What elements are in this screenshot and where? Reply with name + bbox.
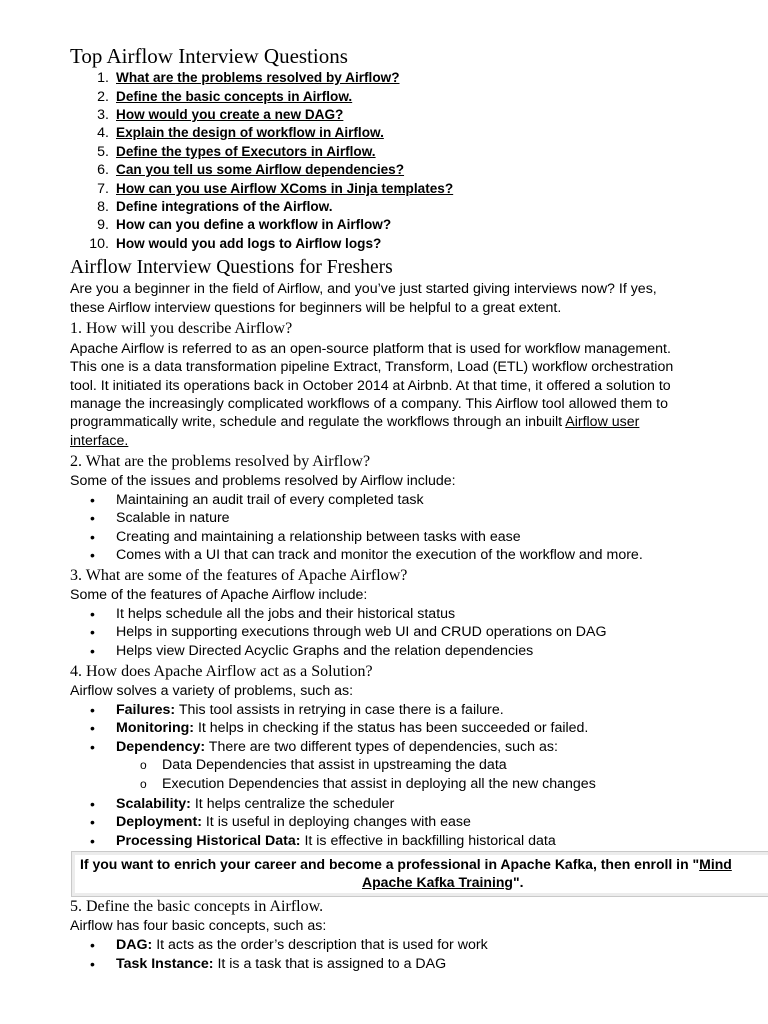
list-item-text: It is effective in backfilling historical data (300, 833, 556, 849)
page-title: Top Airflow Interview Questions (70, 44, 348, 68)
list-item-text: It acts as the order’s description that is used for work (152, 937, 488, 953)
toc-item: How can you define a workflow in Airflow? (116, 217, 392, 232)
list-item: Scalable in nature (116, 510, 230, 526)
list-item: Comes with a UI that can track and monitor the execution of the workflow and more. (116, 547, 643, 563)
question-heading: 4. How does Apache Airflow act as a Solution? (70, 663, 373, 680)
list-item: It helps schedule all the jobs and their historical status (116, 606, 456, 622)
bullet-icon: • (90, 956, 95, 972)
list-item-text: This tool assists in retrying in case there is a failure. (175, 702, 504, 718)
toc-number: 3. (97, 107, 109, 123)
answer-text: Apache Airflow is referred to as an open-source platform that is used for workflow management. (70, 341, 671, 357)
list-item (116, 738, 558, 756)
intro-text: these Airflow interview questions for beginners will be helpful to a great extent. (70, 300, 562, 316)
toc-number: 1. (97, 70, 109, 86)
question-heading: 1. How will you describe Airflow? (70, 320, 293, 337)
bullet-icon: • (90, 702, 95, 718)
list-item-label: Failures: (116, 702, 176, 718)
list-item (116, 955, 446, 973)
training-callout-box (71, 851, 768, 897)
bullet-icon: • (90, 529, 95, 545)
list-item (116, 832, 556, 850)
bullet-icon: • (90, 739, 95, 755)
callout-line-1 (80, 855, 732, 873)
bullet-icon: • (90, 606, 95, 622)
list-item (116, 795, 394, 813)
intro-text: Are you a beginner in the field of Airflow, and you’ve just started giving interviews now? If yes, (70, 281, 657, 297)
list-item (116, 701, 504, 719)
list-item (116, 936, 488, 954)
airflow-ui-link[interactable]: Airflow user (565, 414, 640, 430)
list-item-text: There are two different types of dependencies, such as: (205, 739, 558, 755)
toc-link[interactable]: Explain the design of workflow in Airflow. (116, 125, 384, 140)
sub-bullet-icon: o (140, 777, 147, 791)
toc-number: 2. (97, 89, 109, 105)
list-item-label: Task Instance: (116, 956, 214, 972)
bullet-icon: • (90, 796, 95, 812)
callout-text: If you want to enrich your career and become a professional in Apache Kafka, then enroll in " (80, 856, 700, 872)
list-item-label: Monitoring: (116, 720, 195, 736)
toc-link[interactable]: How can you use Airflow XComs in Jinja templates? (116, 181, 454, 196)
answer-text: This one is a data transformation pipeline Extract, Transform, Load (ETL) workflow orchestration (70, 359, 674, 375)
answer-text: Airflow solves a variety of problems, such as: (70, 683, 354, 699)
answer-text-part: programmatically write, schedule and regulate the workflows through an inbuilt (70, 414, 566, 430)
sub-list-item: Data Dependencies that assist in upstreaming the data (162, 757, 507, 773)
question-heading: 3. What are some of the features of Apache Airflow? (70, 567, 408, 584)
training-link[interactable]: Mind (699, 856, 732, 872)
bullet-icon: • (90, 937, 95, 953)
toc-link[interactable]: What are the problems resolved by Airflow? (116, 70, 400, 85)
toc-item: Define integrations of the Airflow. (116, 199, 333, 214)
list-item-label: DAG: (116, 937, 153, 953)
toc-number: 9. (97, 217, 109, 233)
list-item: Helps view Directed Acyclic Graphs and the relation dependencies (116, 643, 534, 659)
sub-bullet-icon: o (140, 758, 147, 772)
answer-text: Some of the features of Apache Airflow include: (70, 587, 368, 603)
answer-text: manage the increasingly complicated workflows of a company. This Airflow tool allowed them to (70, 396, 668, 412)
toc-number: 8. (97, 199, 109, 215)
list-item (116, 719, 588, 737)
bullet-icon: • (90, 643, 95, 659)
bullet-icon: • (90, 833, 95, 849)
answer-text: Some of the issues and problems resolved by Airflow include: (70, 473, 456, 489)
list-item (116, 813, 471, 831)
list-item-label: Scalability: (116, 796, 191, 812)
list-item-text: It is a task that is assigned to a DAG (213, 956, 447, 972)
toc-number: 4. (97, 125, 109, 141)
toc-number: 10. (89, 236, 109, 252)
callout-line-2 (362, 873, 523, 891)
sub-list-item: Execution Dependencies that assist in deploying all the new changes (162, 776, 596, 792)
bullet-icon: • (90, 814, 95, 830)
bullet-icon: • (90, 720, 95, 736)
list-item-label: Dependency: (116, 739, 206, 755)
list-item: Helps in supporting executions through web UI and CRUD operations on DAG (116, 624, 607, 640)
toc-number: 5. (97, 144, 109, 160)
toc-number: 6. (97, 162, 109, 178)
list-item: Maintaining an audit trail of every completed task (116, 492, 424, 508)
question-heading: 5. Define the basic concepts in Airflow. (70, 898, 324, 915)
kafka-training-link[interactable]: Apache Kafka Training (362, 874, 513, 890)
airflow-ui-link-continued[interactable]: interface. (70, 433, 129, 449)
toc-link[interactable]: Define the types of Executors in Airflow. (116, 144, 376, 159)
list-item-label: Deployment: (116, 814, 202, 830)
list-item-label: Processing Historical Data: (116, 833, 301, 849)
bullet-icon: • (90, 492, 95, 508)
list-item: Creating and maintaining a relationship between tasks with ease (116, 529, 521, 545)
list-item-text: It helps centralize the scheduler (190, 796, 395, 812)
toc-link[interactable]: How would you create a new DAG? (116, 107, 344, 122)
callout-text: ". (512, 874, 524, 890)
list-item-text: It is useful in deploying changes with ease (201, 814, 471, 830)
toc-item: How would you add logs to Airflow logs? (116, 236, 382, 251)
toc-number: 7. (97, 181, 109, 197)
bullet-icon: • (90, 624, 95, 640)
question-heading: 2. What are the problems resolved by Airflow? (70, 453, 371, 470)
answer-text (70, 413, 639, 431)
answer-text: Airflow has four basic concepts, such as: (70, 918, 327, 934)
answer-text: tool. It initiated its operations back in October 2014 at Airbnb. At that time, it offered a solution to (70, 378, 671, 394)
section-heading: Airflow Interview Questions for Freshers (70, 257, 393, 278)
list-item-text: It helps in checking if the status has been succeeded or failed. (194, 720, 589, 736)
toc-link[interactable]: Define the basic concepts in Airflow. (116, 89, 353, 104)
toc-link[interactable]: Can you tell us some Airflow dependencies? (116, 162, 405, 177)
bullet-icon: • (90, 510, 95, 526)
bullet-icon: • (90, 547, 95, 563)
